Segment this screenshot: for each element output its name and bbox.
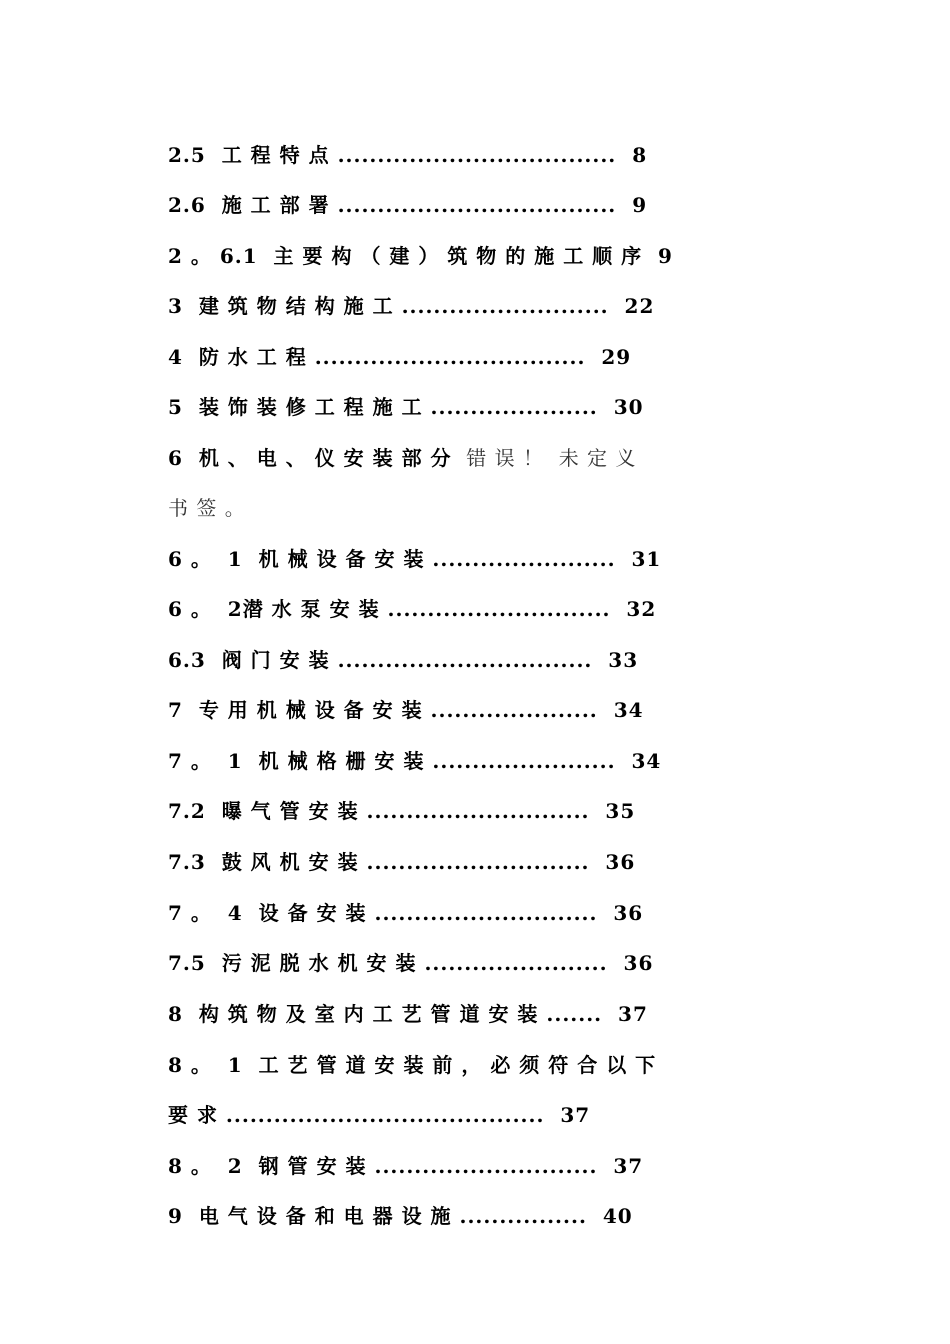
toc-entry[interactable] (168, 693, 848, 727)
toc-entry-text: 9 电 气 设 备 和 电 器 设 施 ................ 40 (168, 1204, 633, 1228)
toc-entry-error-text: 错 误 ！ 未 定 义 (451, 446, 637, 470)
toc-entry[interactable] (168, 542, 848, 576)
toc-entry-text: 2 。 6.1 主 要 构 （ 建 ） 筑 物 的 施 工 顺 序 9 (168, 244, 673, 268)
toc-entry[interactable] (168, 340, 848, 374)
toc-entry[interactable] (168, 845, 848, 879)
toc-entry-text: 要 求 ........................................ 37 (168, 1103, 591, 1127)
toc-entry-text: 7.2 曝 气 管 安 装 ............................ 35 (168, 799, 636, 823)
toc-entry-text: 8 构 筑 物 及 室 内 工 艺 管 道 安 装 ....... 37 (168, 1002, 648, 1026)
toc-entry[interactable] (168, 390, 848, 424)
toc-entry[interactable] (168, 794, 848, 828)
toc-entry-text: 7 。 4 设 备 安 装 ............................ 36 (168, 901, 644, 925)
toc-entry-text: 8 。 2 钢 管 安 装 ............................ 37 (168, 1154, 644, 1178)
toc-entry-text: 7 。 1 机 械 格 栅 安 装 ....................... 34 (168, 749, 662, 773)
toc-entry[interactable] (168, 1098, 848, 1132)
toc-entry[interactable] (168, 1149, 848, 1183)
toc-entry[interactable] (168, 491, 848, 525)
toc-entry[interactable] (168, 188, 848, 222)
toc-entry[interactable] (168, 441, 848, 475)
toc-entry-text: 5 装 饰 装 修 工 程 施 工 ..................... 30 (168, 395, 644, 419)
toc-entry-text: 7.5 污 泥 脱 水 机 安 装 ....................... 36 (168, 951, 654, 975)
toc-entry-text: 7.3 鼓 风 机 安 装 ............................ 36 (168, 850, 636, 874)
toc-entry[interactable] (168, 138, 848, 172)
toc-entry[interactable] (168, 239, 848, 273)
toc-entry-text: 6 。 1 机 械 设 备 安 装 ....................... 31 (168, 547, 662, 571)
toc-entry[interactable] (168, 997, 848, 1031)
toc-entry[interactable] (168, 946, 848, 980)
toc-entry[interactable] (168, 1048, 848, 1082)
toc-entry-text: 6.3 阀 门 安 装 ................................ 33 (168, 648, 639, 672)
toc-entry[interactable] (168, 896, 848, 930)
toc-entry[interactable] (168, 744, 848, 778)
toc-entry-text: 6 机 、 电 、 仪 安 装 部 分 (168, 446, 452, 470)
toc-entry-text: 4 防 水 工 程 .................................. 29 (168, 345, 632, 369)
toc-entry[interactable] (168, 643, 848, 677)
toc-entry[interactable] (168, 1199, 848, 1233)
toc-entry[interactable] (168, 289, 848, 323)
toc-entry-text: 7 专 用 机 械 设 备 安 装 ..................... 34 (168, 698, 644, 722)
toc-entry-error-text: 书 签 。 (168, 496, 246, 520)
toc-entry[interactable] (168, 592, 848, 626)
toc-entry-text: 3 建 筑 物 结 构 施 工 .......................... 22 (168, 294, 655, 318)
toc-entry-text: 6 。 2潜 水 泵 安 装 ............................ 32 (168, 597, 657, 621)
toc-entry-text: 8 。 1 工 艺 管 道 安 装 前 ， 必 须 符 合 以 下 (168, 1053, 657, 1077)
toc-entry-text: 2.5 工 程 特 点 ................................... 8 (168, 143, 648, 167)
toc-entry-text: 2.6 施 工 部 署 ................................... 9 (168, 193, 648, 217)
